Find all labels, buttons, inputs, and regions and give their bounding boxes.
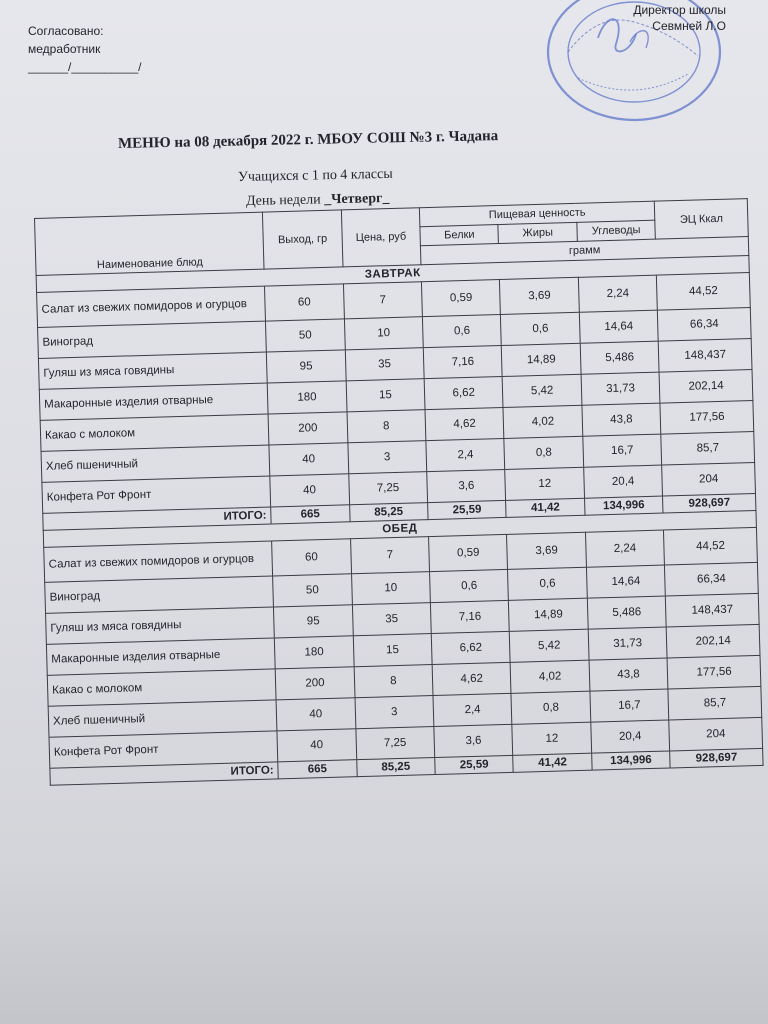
cell-yield: 60 (272, 539, 351, 576)
cell-fats: 0,8 (504, 436, 583, 469)
cell-yield: 50 (266, 319, 345, 352)
cell-fats: 14,89 (509, 598, 588, 631)
section-lunch-label: ОБЕД (43, 510, 756, 547)
cell-fats: 3,69 (500, 277, 579, 314)
approval-role: медработник (28, 42, 101, 56)
total-yield: 665 (278, 760, 357, 779)
cell-carbs: 16,7 (583, 434, 662, 467)
header-price: Цена, руб (341, 208, 421, 267)
cell-kcal: 148,437 (666, 593, 760, 627)
cell-proteins: 4,62 (432, 662, 511, 695)
header-unit: грамм (420, 237, 748, 265)
cell-carbs: 5,486 (587, 596, 666, 629)
header-dish-name: Наименование блюд (35, 212, 265, 275)
cell-proteins: 6,62 (424, 376, 503, 409)
cell-carbs: 5,486 (580, 341, 659, 374)
dish-name: Виноград (38, 321, 267, 358)
dish-name: Макаронные изделия отварные (39, 383, 268, 420)
cell-price: 35 (352, 603, 431, 636)
header-fats: Жиры (498, 222, 577, 243)
cell-carbs: 14,64 (586, 565, 665, 598)
cell-fats: 4,02 (511, 660, 590, 693)
cell-proteins: 3,6 (434, 724, 513, 757)
cell-carbs: 31,73 (588, 627, 667, 660)
cell-fats: 0,8 (511, 691, 590, 724)
cell-yield: 60 (265, 284, 344, 321)
cell-kcal: 44,52 (657, 273, 751, 311)
total-kcal: 928,697 (670, 748, 763, 768)
total-price: 85,25 (356, 758, 435, 777)
cell-proteins: 3,6 (427, 469, 506, 502)
cell-fats: 5,42 (510, 629, 589, 662)
cell-yield: 40 (277, 729, 356, 762)
cell-carbs: 20,4 (591, 720, 670, 753)
cell-yield: 95 (266, 350, 345, 383)
cell-price: 7 (343, 282, 422, 319)
header-yield: Выход, гр (263, 210, 343, 269)
cell-proteins: 7,16 (423, 345, 502, 378)
cell-yield: 200 (275, 667, 354, 700)
total-label: ИТОГО: (43, 507, 272, 530)
cell-kcal: 202,14 (666, 624, 760, 658)
cell-carbs: 2,24 (585, 530, 664, 567)
students-range: Учащихся с 1 по 4 классы (237, 166, 393, 185)
cell-price: 10 (351, 572, 430, 605)
cell-kcal: 177,56 (667, 655, 761, 689)
cell-price: 15 (353, 634, 432, 667)
dish-name: Макаронные изделия отварные (46, 638, 275, 675)
cell-price: 8 (354, 665, 433, 698)
section-breakfast-label: ЗАВТРАК (36, 256, 749, 293)
cell-proteins: 2,4 (433, 693, 512, 726)
cell-kcal: 85,7 (668, 686, 762, 720)
director-name: Севмней Л.О (652, 19, 726, 33)
dish-name: Хлеб пшеничный (41, 445, 270, 482)
cell-price: 35 (345, 348, 424, 381)
total-price: 85,25 (349, 503, 428, 522)
cell-carbs: 2,24 (578, 275, 657, 312)
dish-name: Гуляш из мяса говядины (46, 607, 275, 644)
cell-proteins: 7,16 (430, 600, 509, 633)
cell-kcal: 202,14 (659, 370, 753, 404)
total-yield: 665 (271, 505, 350, 524)
cell-proteins: 0,59 (421, 280, 500, 317)
cell-price: 7 (350, 537, 429, 574)
cell-price: 8 (347, 410, 426, 443)
dish-name: Салат из свежих помидоров и огурцов (37, 286, 266, 327)
dish-name: Конфета Рот Фронт (42, 476, 271, 513)
cell-price: 7,25 (355, 727, 434, 760)
total-fats: 41,42 (506, 498, 585, 517)
dish-name: Хлеб пшеничный (48, 700, 277, 737)
header-nutrition: Пищевая ценность (419, 201, 655, 227)
cell-proteins: 0,6 (430, 569, 509, 602)
cell-fats: 12 (512, 722, 591, 755)
approval-block (28, 22, 141, 76)
total-proteins: 25,59 (428, 500, 507, 519)
dish-name: Виноград (45, 576, 274, 613)
total-kcal: 928,697 (663, 493, 756, 513)
total-proteins: 25,59 (435, 755, 514, 774)
cell-kcal: 177,56 (660, 400, 754, 434)
cell-fats: 3,69 (507, 532, 586, 569)
cell-fats: 4,02 (503, 405, 582, 438)
cell-kcal: 44,52 (664, 527, 758, 565)
cell-carbs: 20,4 (584, 465, 663, 498)
director-title: Директор школы (633, 3, 726, 17)
cell-fats: 5,42 (503, 374, 582, 407)
cell-price: 7,25 (348, 472, 427, 505)
cell-yield: 180 (274, 636, 353, 669)
approval-title: Согласовано: (28, 24, 104, 38)
cell-kcal: 148,437 (658, 339, 752, 373)
dish-name: Какао с молоком (47, 669, 276, 706)
menu-table (34, 198, 764, 786)
total-carbs: 134,996 (584, 496, 663, 515)
weekday-label: День недели (245, 192, 325, 209)
director-signature-block (556, 2, 726, 34)
cell-kcal: 66,34 (658, 308, 752, 342)
cell-price: 15 (346, 379, 425, 412)
cell-carbs: 16,7 (590, 689, 669, 722)
cell-price: 3 (347, 441, 426, 474)
dish-name: Конфета Рот Фронт (49, 731, 278, 768)
total-fats: 41,42 (513, 753, 592, 772)
cell-kcal: 66,34 (665, 562, 759, 596)
cell-kcal: 204 (662, 462, 756, 496)
cell-kcal: 85,7 (661, 431, 755, 465)
cell-carbs: 14,64 (579, 310, 658, 343)
header-proteins: Белки (420, 225, 499, 246)
cell-proteins: 6,62 (431, 631, 510, 664)
total-label: ИТОГО: (50, 762, 279, 785)
cell-yield: 50 (273, 574, 352, 607)
approval-signature-line: ______/__________/ (28, 60, 142, 74)
cell-yield: 40 (276, 698, 355, 731)
cell-proteins: 0,6 (422, 315, 501, 348)
total-carbs: 134,996 (592, 751, 671, 770)
cell-fats: 0,6 (508, 567, 587, 600)
cell-price: 10 (344, 317, 423, 350)
cell-carbs: 31,73 (581, 372, 660, 405)
cell-yield: 200 (268, 412, 347, 445)
cell-carbs: 43,8 (582, 403, 661, 436)
dish-name: Гуляш из мяса говядины (38, 352, 267, 389)
header-energy: ЭЦ Ккал (655, 199, 749, 240)
dish-name: Салат из свежих помидоров и огурцов (44, 541, 273, 582)
cell-yield: 40 (269, 443, 348, 476)
cell-fats: 14,89 (502, 343, 581, 376)
cell-proteins: 0,59 (429, 534, 508, 571)
header-carbs: Углеводы (577, 220, 656, 241)
menu-table-body (36, 256, 763, 786)
menu-title: МЕНЮ на 08 декабря 2022 г. МБОУ СОШ №3 г. Чадана (117, 128, 499, 152)
cell-yield: 40 (270, 474, 349, 507)
cell-fats: 0,6 (501, 312, 580, 345)
cell-proteins: 2,4 (426, 438, 505, 471)
cell-proteins: 4,62 (425, 407, 504, 440)
cell-fats: 12 (505, 467, 584, 500)
weekday-value: _Четверг_ (323, 190, 390, 208)
cell-yield: 95 (274, 605, 353, 638)
cell-kcal: 204 (669, 717, 763, 751)
dish-name: Какао с молоком (40, 414, 269, 451)
menu-table-wrapper (34, 198, 764, 786)
cell-carbs: 43,8 (589, 658, 668, 691)
weekday-line (246, 191, 390, 210)
cell-yield: 180 (267, 381, 346, 414)
cell-price: 3 (355, 696, 434, 729)
